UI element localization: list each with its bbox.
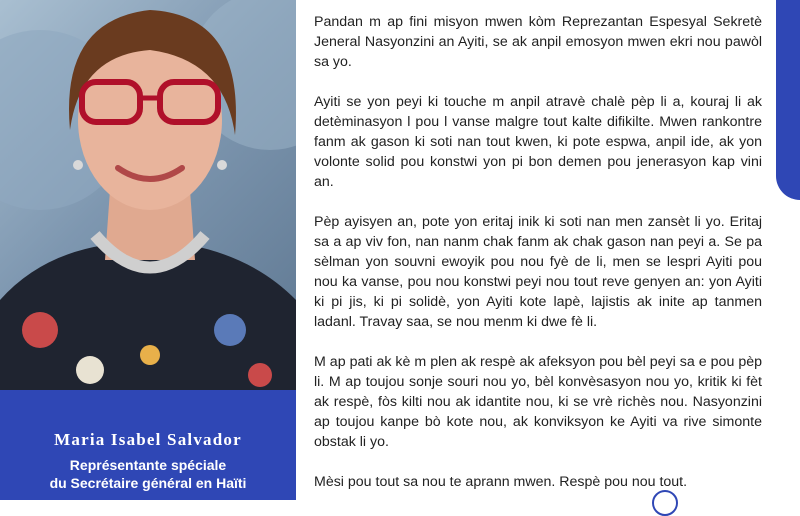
profile-panel xyxy=(0,0,296,500)
person-name: Maria Isabel Salvador xyxy=(54,430,242,449)
name-block xyxy=(0,430,296,492)
accent-bar xyxy=(776,0,800,200)
paragraph: M ap pati ak kè m plen ak respè ak afeksyon pou bèl peyi sa e pou pèp li. M ap toujou sonje souri nou yo, bèl konvèsasyon nou yo, kritik ki fèt ak respè, fòs kilti nou ak idantite nou, ki se vrè richès nou. Nasyonzini ap toujou kanpe bò kote nou, ak konviksyon ke Ayiti va rive simonte obstak li yo. xyxy=(314,354,762,450)
portrait-photo xyxy=(0,0,296,390)
paragraph: Pèp ayisyen an, pote yon eritaj inik ki soti nan men zansèt li yo. Eritaj sa a ap viv fon, nan nanm chak fanm ak chak gason nan peyi a. Se pa sèlman yon souvni ewoyik pou nou fyè de li, men se lespri Ayiti pou nou ka vanse, pou nou konstwi peyi nou tout reve genyen an: yon Ayiti ki pi jis, ki pi solidè, yon Ayiti kote lapè, lajistis ak inite ap tanmen ladanl. Travay saa, se nou menm ki dwe fè li. xyxy=(314,214,762,330)
role-line-1: Représentante spéciale xyxy=(69,457,227,473)
role-line-2: du Secrétaire général en Haïti xyxy=(49,475,247,491)
paragraph: Ayiti se yon peyi ki touche m anpil atravè chalè pèp li a, kouraj li ak detèminasyon l pou l vanse malgre tout kalte difikilte. Mwen rankontre fanm ak gason ki soti nan tout kwen, ki pote espwa, anpil ide, ak yon volonte solid pou konstwi yon pi bon demen pou jenerasyon kap vini an. xyxy=(314,94,762,190)
portrait-illustration xyxy=(0,0,296,390)
un-emblem-icon xyxy=(652,490,678,516)
paragraph: Mèsi pou tout sa nou te aprann mwen. Respè pou nou tout. xyxy=(314,474,688,490)
paragraph: Pandan m ap fini misyon mwen kòm Reprezantan Espesyal Sekretè Jeneral Nasyonzini an Ayiti, se ak anpil emosyon mwen ekri nou pawòl sa yo. xyxy=(314,14,762,70)
message-body xyxy=(314,12,762,512)
